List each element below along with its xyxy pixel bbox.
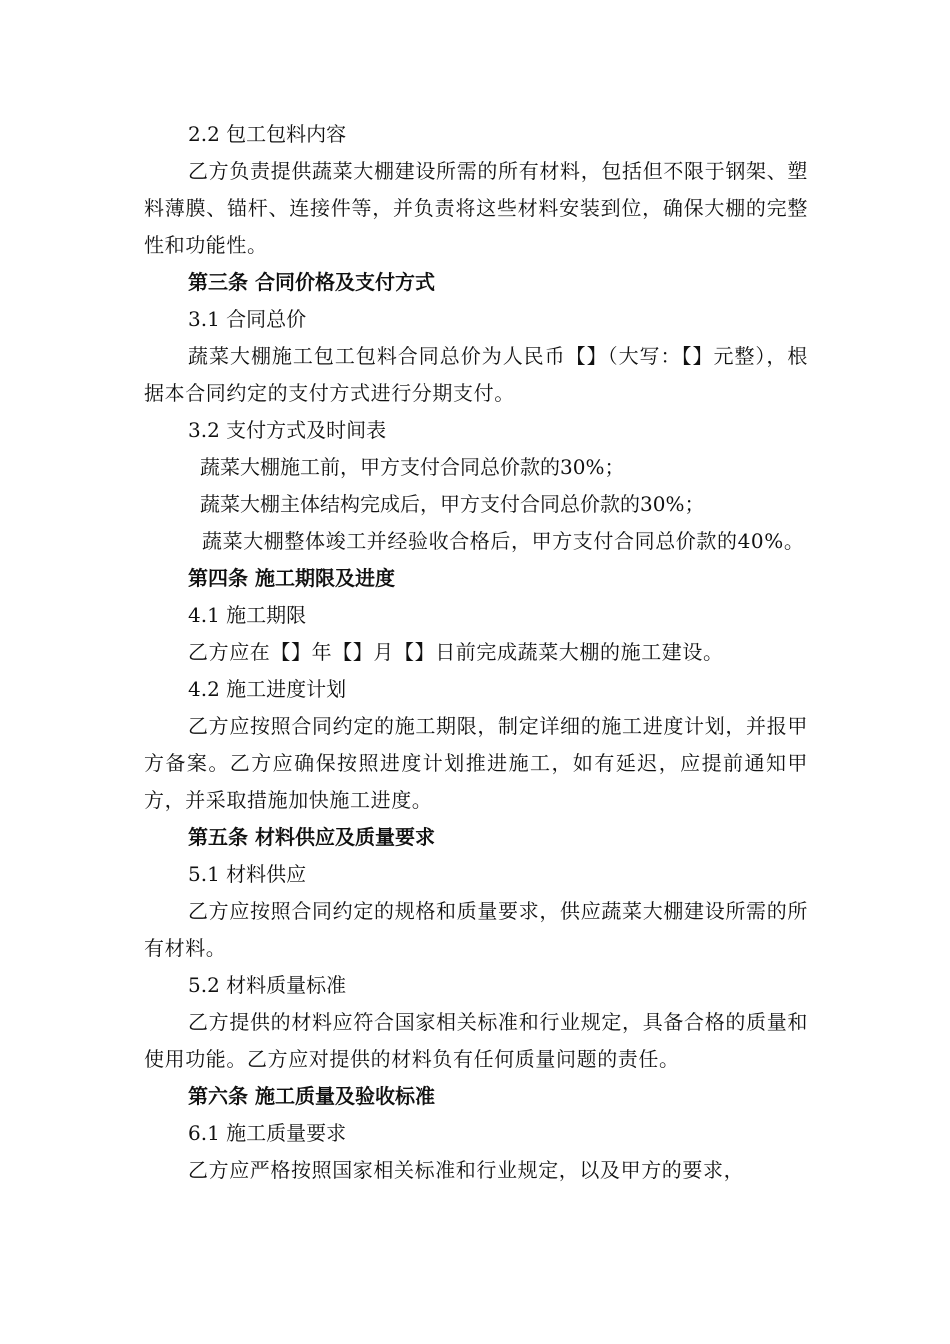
section-title-2-2: 2.2 包工包料内容 [188,122,347,146]
article-heading-3: 第三条 合同价格及支付方式 [188,270,435,294]
payment-item-2: 蔬菜大棚主体结构完成后，甲方支付合同总价款的30%； [200,492,705,516]
section-title-5-2: 5.2 材料质量标准 [188,973,347,997]
section-title-6-1: 6.1 施工质量要求 [188,1121,347,1145]
document-body [144,116,808,1189]
section-text-5-2: 乙方提供的材料应符合国家相关标准和行业规定，具备合格的质量和使用功能。乙方应对提供的材料负有任何质量问题的责任。 [144,1010,808,1071]
section-text-2-2: 乙方负责提供蔬菜大棚建设所需的所有材料，包括但不限于钢架、塑料薄膜、锚杆、连接件等，并负责将这些材料安装到位，确保大棚的完整性和功能性。 [144,159,808,257]
section-title-4-2: 4.2 施工进度计划 [188,677,347,701]
section-text-4-2: 乙方应按照合同约定的施工期限，制定详细的施工进度计划，并报甲方备案。乙方应确保按照进度计划推进施工，如有延迟，应提前通知甲方，并采取措施加快施工进度。 [144,714,808,812]
section-text-5-1: 乙方应按照合同约定的规格和质量要求，供应蔬菜大棚建设所需的所有材料。 [144,899,808,960]
section-text-4-1: 乙方应在【】年【】月【】日前完成蔬菜大棚的施工建设。 [188,640,724,664]
section-title-3-1: 3.1 合同总价 [188,307,307,331]
section-title-4-1: 4.1 施工期限 [188,603,307,627]
section-title-5-1: 5.1 材料供应 [188,862,307,886]
payment-item-1: 蔬菜大棚施工前，甲方支付合同总价款的30%； [200,455,625,479]
section-text-3-1: 蔬菜大棚施工包工包料合同总价为人民币【】（大写：【】元整），根据本合同约定的支付方式进行分期支付。 [144,344,808,405]
section-text-6-1: 乙方应严格按照国家相关标准和行业规定，以及甲方的要求， [188,1158,745,1182]
article-heading-5: 第五条 材料供应及质量要求 [188,825,435,849]
article-heading-4: 第四条 施工期限及进度 [188,566,395,590]
article-heading-6: 第六条 施工质量及验收标准 [188,1084,435,1108]
section-title-3-2: 3.2 支付方式及时间表 [188,418,387,442]
payment-item-3: 蔬菜大棚整体竣工并经验收合格后，甲方支付合同总价款的40%。 [202,529,805,553]
